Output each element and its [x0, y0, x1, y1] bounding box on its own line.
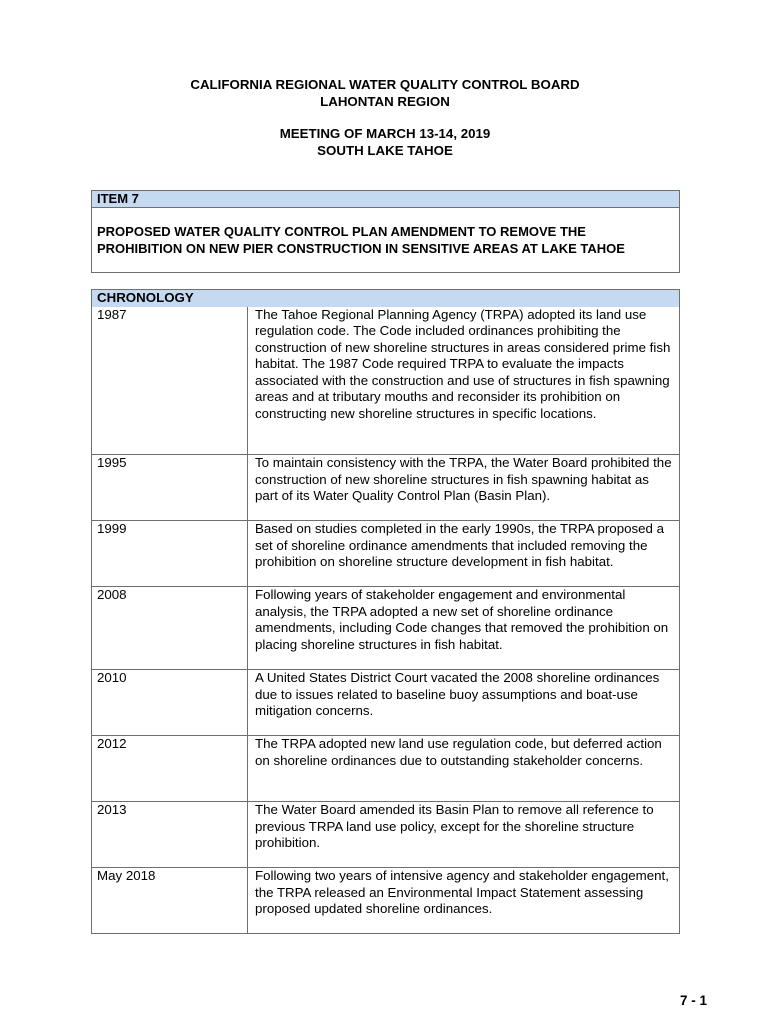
item-title: PROPOSED WATER QUALITY CONTROL PLAN AMENDMENT TO REMOVE THE PROHIBITION ON NEW PIER CONSTRUCTION IN SENSITIVE AREAS AT LAKE TAHOE: [97, 224, 625, 256]
item-box: [91, 190, 680, 273]
entry-year: 2013: [92, 802, 248, 868]
entry-text: Following years of stakeholder engagement and environmental analysis, the TRPA adopted a new set of shoreline ordinance amendments, including Code changes that removed the prohibition on placing shoreline structures in fish habitat.: [248, 587, 680, 670]
entry-year: 2010: [92, 670, 248, 736]
entry-year: 2012: [92, 736, 248, 802]
document-header: [0, 77, 770, 159]
entry-text: The TRPA adopted new land use regulation code, but deferred action on shoreline ordinances due to outstanding stakeholder concerns.: [248, 736, 680, 802]
entry-text: Based on studies completed in the early 1990s, the TRPA proposed a set of shoreline ordinance amendments that included removing the prohibition on shoreline structure development in fish habitat.: [248, 521, 680, 587]
board-name: CALIFORNIA REGIONAL WATER QUALITY CONTROL BOARD: [190, 77, 580, 92]
entry-text: The Water Board amended its Basin Plan to remove all reference to previous TRPA land use policy, except for the shoreline structure prohibition.: [248, 802, 680, 868]
table-row: [92, 802, 680, 868]
entry-year: May 2018: [92, 868, 248, 934]
meeting-location: SOUTH LAKE TAHOE: [317, 142, 453, 158]
item-label: ITEM 7: [92, 191, 679, 208]
entry-text: The Tahoe Regional Planning Agency (TRPA) adopted its land use regulation code. The Code included ordinances prohibiting the construction of new shoreline structures in areas considered prime fish habitat. The 1987 Code required TRPA to evaluate the impacts associated with the construction and use of structures in fish spawning areas and at tributary mouths and reconsider its prohibition on constructing new shoreline structures in specific locations.: [248, 307, 680, 455]
entry-year: 1987: [92, 307, 248, 455]
table-row: [92, 736, 680, 802]
table-row: [92, 868, 680, 934]
chronology-header-row: [92, 290, 680, 307]
entry-text: Following two years of intensive agency and stakeholder engagement, the TRPA released an Environmental Impact Statement assessing proposed updated shoreline ordinances.: [248, 868, 680, 934]
table-row: [92, 521, 680, 587]
entry-text: To maintain consistency with the TRPA, the Water Board prohibited the construction of new shoreline structures in fish spawning habitat as part of its Water Quality Control Plan (Basin Plan).: [248, 455, 680, 521]
table-row: [92, 670, 680, 736]
chronology-heading: CHRONOLOGY: [92, 290, 680, 307]
table-row: [92, 587, 680, 670]
chronology-table: [91, 289, 680, 934]
meeting-date: MEETING OF MARCH 13-14, 2019: [279, 126, 491, 141]
table-row: [92, 307, 680, 455]
entry-year: 2008: [92, 587, 248, 670]
entry-year: 1999: [92, 521, 248, 587]
page-number: 7 - 1: [679, 993, 707, 1008]
entry-text: A United States District Court vacated the 2008 shoreline ordinances due to issues related to baseline buoy assumptions and boat-use mitigation concerns.: [248, 670, 680, 736]
region-name: LAHONTAN REGION: [320, 93, 450, 109]
entry-year: 1995: [92, 455, 248, 521]
table-row: [92, 455, 680, 521]
